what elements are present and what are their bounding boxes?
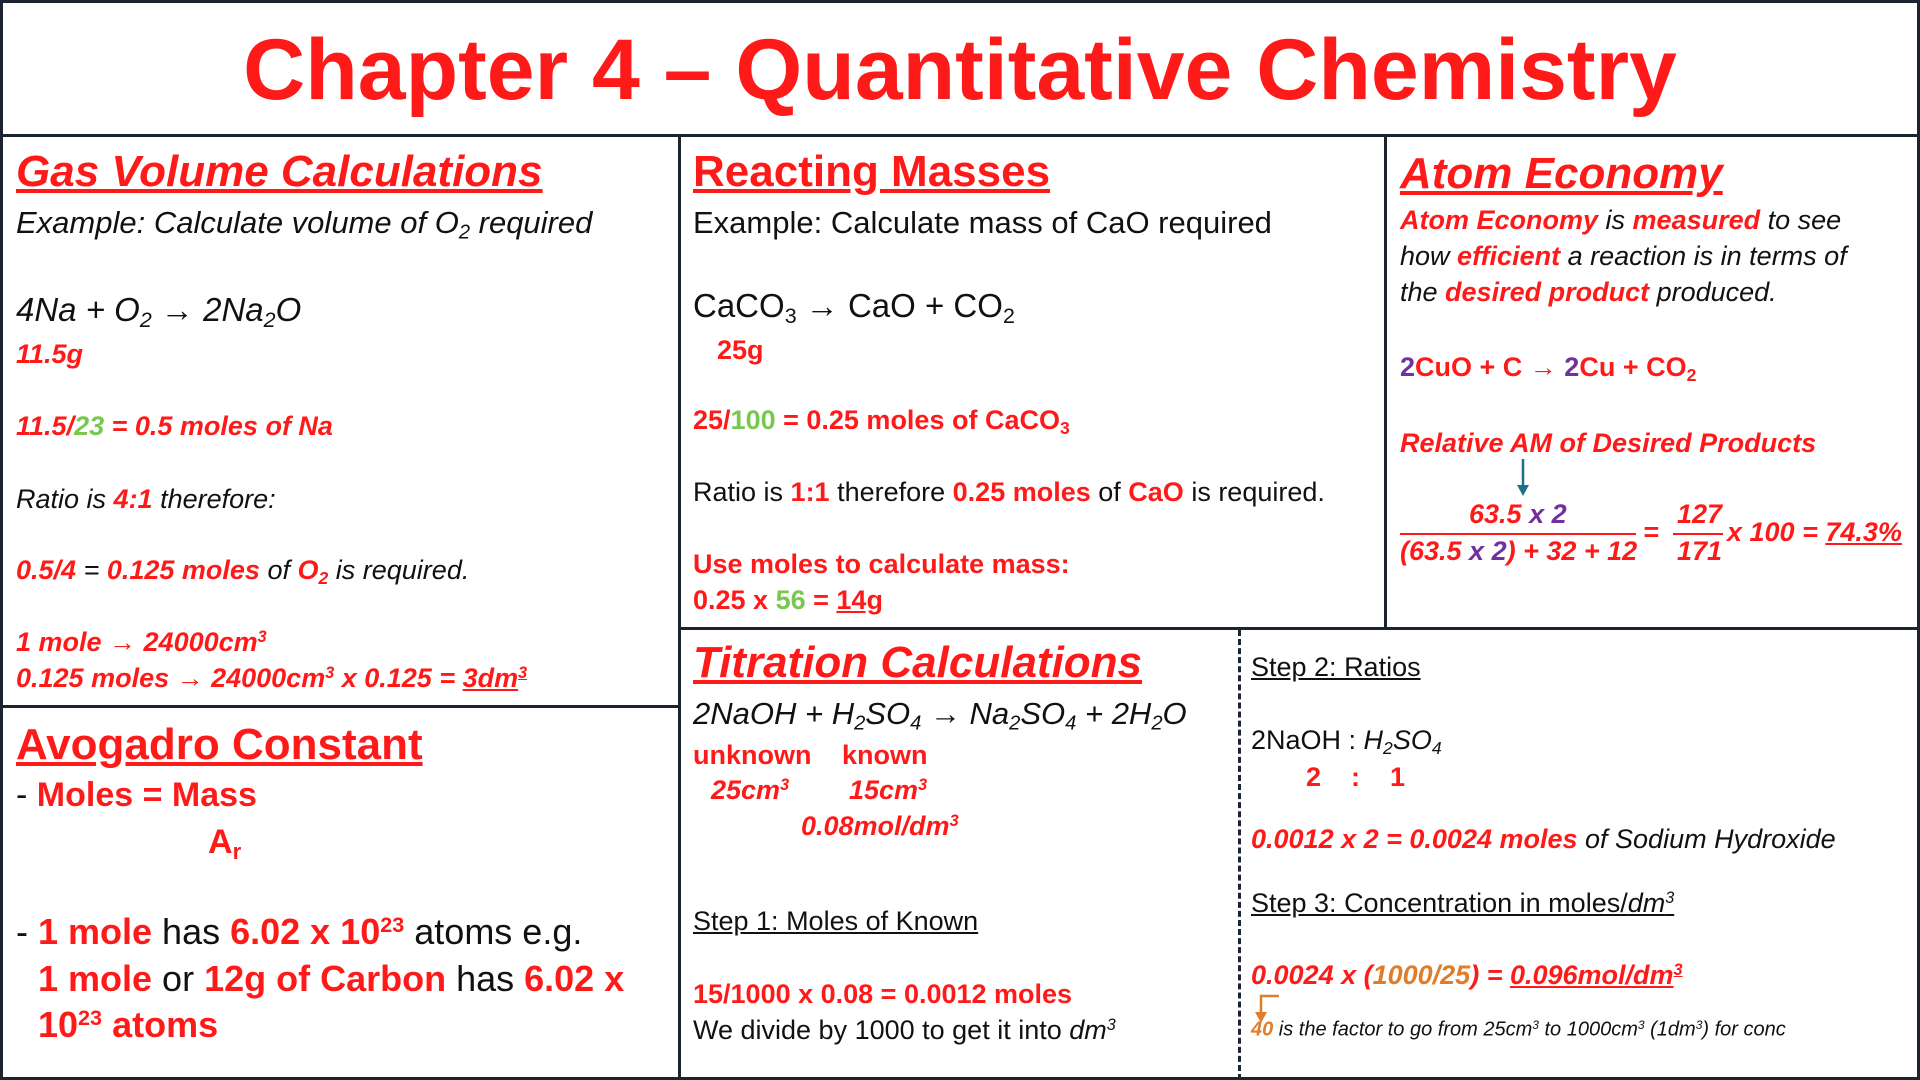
gas-volume-title: Gas Volume Calculations: [16, 147, 543, 196]
atom-fraction1-denominator: (63.5 x 2) + 32 + 12: [1400, 536, 1638, 566]
gas-mass: 11.5g: [16, 339, 84, 369]
avogadro-moles-formula: - Moles = Mass: [16, 776, 257, 814]
titration-title: Titration Calculations: [693, 638, 1143, 687]
avogadro-line2: - 1 mole has 6.02 x $10^{23}$ atoms e.g.: [16, 911, 583, 952]
titration-ratio-formula: 2NaOH : $H_2SO_4$: [1251, 725, 1442, 758]
avogadro-title: Avogadro Constant: [16, 720, 423, 769]
atom-relative-am: Relative AM of Desired Products: [1400, 428, 1817, 458]
gas-mole-line1: 1 mole → $24000cm^3$: [16, 627, 267, 657]
page-title: Chapter 4 – Quantitative Chemistry: [243, 22, 1677, 118]
avogadro-line3: 1 mole or 12g of Carbon has 6.02 x: [38, 958, 625, 999]
reacting-ratio: Ratio is 1:1 therefore 0.25 moles of CaO is required.: [693, 477, 1325, 507]
avogadro-panel: [0, 705, 681, 1080]
titration-moles-naoh: 0.0012 x 2 = 0.0024 moles of Sodium Hydroxide: [1251, 824, 1836, 854]
atom-result: x 100 = 74.3%: [1727, 517, 1902, 547]
titration-panel: [678, 627, 1920, 1080]
atom-fraction2-denominator: 171: [1677, 536, 1723, 566]
atom-economy-panel: [1384, 134, 1920, 630]
titration-dashed-divider: [1238, 630, 1241, 1080]
gas-o2-required: 0.5/4 = 0.125 moles of $O_2$ is required.: [16, 555, 470, 588]
titration-step1-note: We divide by 1000 to get it into $dm^3$: [693, 1015, 1116, 1045]
titration-step1-calc: 15/1000 x 0.08 = 0.0012 moles: [693, 979, 1073, 1009]
titration-step3-heading: Step 3: Concentration in moles/$dm^3$: [1251, 888, 1675, 918]
titration-volume-unknown: $25cm^3$: [711, 775, 790, 805]
titration-unknown-label: unknown: [693, 740, 812, 770]
atom-fraction1-bar: [1400, 533, 1636, 535]
atom-title: Atom Economy: [1400, 149, 1723, 198]
gas-mole-line2: 0.125 moles → $24000cm^3$ x $0.125 = 3dm^3$: [16, 663, 528, 693]
atom-equation: $2CuO + C \to 2Cu + CO_2$: [1400, 352, 1697, 385]
titration-step1-heading: Step 1: Moles of Known: [693, 906, 979, 936]
titration-factor-note: 40 is the factor to go from $25cm^3$ to $1000cm^3$ $(1dm^3)$ for conc: [1251, 1018, 1786, 1041]
gas-calc: 11.5/23 = 0.5 moles of Na: [16, 411, 333, 441]
gas-example: Example: Calculate volume of $O_2$ required: [16, 205, 593, 244]
reacting-use-moles: Use moles to calculate mass:: [693, 549, 1070, 579]
atom-definition-line1: Atom Economy is measured to see: [1400, 205, 1842, 235]
header-box: [0, 0, 1920, 137]
atom-equals-sign: =: [1643, 517, 1659, 547]
down-arrow-icon: [1515, 459, 1531, 497]
gas-ratio: Ratio is 4:1 therefore:: [16, 484, 276, 514]
titration-volume-known: $15cm^3$: [849, 775, 928, 805]
avogadro-ar: $A_r$: [208, 823, 242, 865]
titration-equation: 2NaOH + $H_2SO_4 \to Na_2SO_4 + 2H_2O$: [693, 696, 1187, 735]
reacting-example: Example: Calculate mass of CaO required: [693, 205, 1272, 240]
reacting-mass: 25g: [717, 335, 764, 365]
reacting-title: Reacting Masses: [693, 147, 1051, 196]
atom-fraction1-numerator: 63.5 x 2: [1469, 499, 1567, 529]
avogadro-line4: $10^{23}$ atoms: [38, 1004, 219, 1045]
titration-step2-heading: Step 2: Ratios: [1251, 652, 1421, 682]
titration-final-calc: 0.0024 x $(1000/25) = 0.096mol/dm^3$: [1251, 960, 1683, 990]
atom-definition-line3: the desired product produced.: [1400, 277, 1777, 307]
reacting-masses-panel: [678, 134, 1387, 630]
atom-fraction2-numerator: 127: [1677, 499, 1723, 529]
atom-definition-line2: how efficient a reaction is in terms of: [1400, 241, 1847, 271]
titration-ratio-numbers: 2 : 1: [1306, 762, 1406, 792]
titration-concentration-known: $0.08mol/dm^3$: [801, 811, 959, 841]
atom-fraction2-bar: [1673, 533, 1723, 535]
titration-known-label: known: [842, 740, 928, 770]
gas-volume-panel: [0, 134, 681, 710]
reacting-calc: 25/100 = 0.25 moles of CaCO$_3$: [693, 405, 1070, 438]
reacting-equation: CaCO$_3$ → CaO + $CO_2$: [693, 287, 1015, 328]
gas-equation: $4Na + O_2 \to 2Na_2O$: [16, 291, 302, 332]
reacting-final: 0.25 x 56 = 14g: [693, 585, 883, 615]
